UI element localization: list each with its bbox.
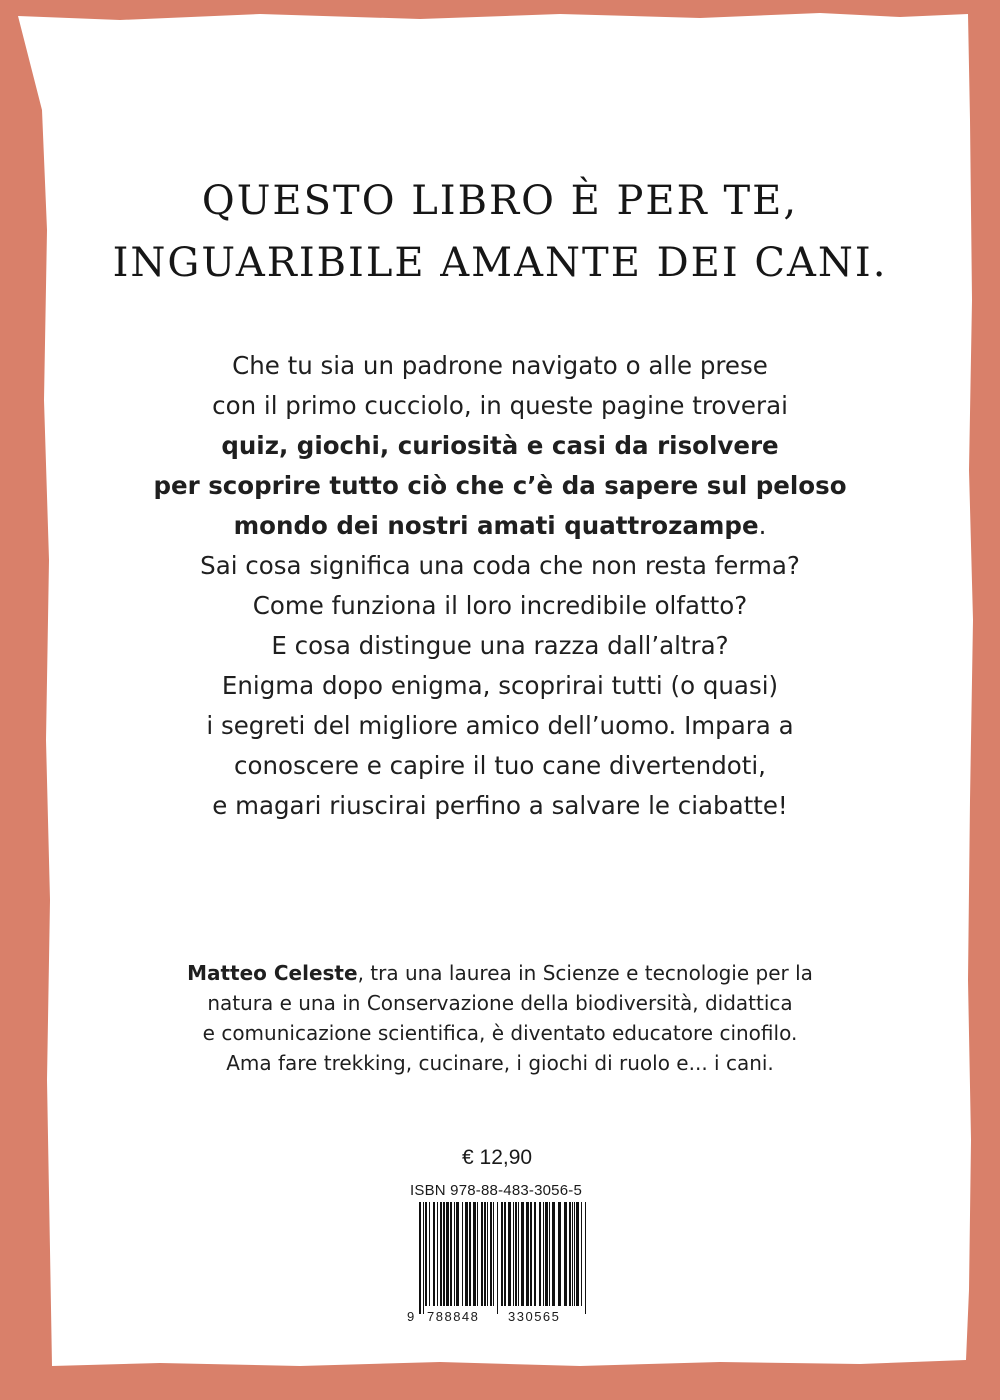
barcode-bar — [518, 1202, 519, 1306]
barcode-bar — [454, 1202, 455, 1306]
blurb-line: con il primo cucciolo, in queste pagine troverai — [212, 391, 788, 420]
barcode-bars — [419, 1202, 586, 1314]
barcode-bar — [473, 1202, 476, 1306]
barcode-bar — [530, 1202, 532, 1306]
barcode-bar — [585, 1202, 586, 1314]
barcode-bar — [477, 1202, 478, 1306]
barcode-bar — [574, 1202, 575, 1306]
headline-line-1: QUESTO LIBRO È PER TE, — [201, 178, 799, 224]
barcode-bar — [433, 1202, 435, 1306]
barcode-bar — [462, 1202, 463, 1306]
barcode-bar — [569, 1202, 571, 1306]
barcode-digit-first: 9 — [407, 1309, 415, 1324]
barcode-bar — [549, 1202, 550, 1306]
barcode-bar — [456, 1202, 459, 1306]
barcode-bar — [543, 1202, 544, 1306]
barcode-bar — [501, 1202, 503, 1306]
barcode-bar — [545, 1202, 548, 1306]
blurb-line: Come funziona il loro incredibile olfatto? — [252, 591, 748, 620]
barcode-bar — [450, 1202, 452, 1306]
blurb-bold-span: mondo dei nostri amati quattrozampe — [233, 511, 759, 540]
barcode-bar — [481, 1202, 483, 1306]
bio-text: , tra una laurea in Scienze e tecnologie per la — [357, 961, 813, 985]
author-bio — [0, 958, 1000, 1078]
barcode-bar — [534, 1202, 536, 1306]
price-label: € 12,90 — [462, 1146, 533, 1169]
barcode-bar — [437, 1202, 438, 1306]
isbn-label: ISBN 978-88-483-3056-5 — [410, 1182, 583, 1199]
author-name: Matteo Celeste — [187, 961, 358, 985]
barcode-bar — [564, 1202, 567, 1306]
headline-line-2: INGUARIBILE AMANTE DEI CANI. — [112, 240, 888, 286]
barcode-bar — [419, 1202, 421, 1314]
blurb-line: e magari riuscirai perfino a salvare le ciabatte! — [212, 791, 788, 820]
blurb-line: Enigma dopo enigma, scoprirai tutti (o quasi) — [221, 671, 779, 700]
barcode — [405, 1200, 590, 1326]
blurb-line: conoscere e capire il tuo cane divertendoti, — [234, 751, 766, 780]
barcode-graphic — [405, 1200, 590, 1326]
blurb-line: Che tu sia un padrone navigato o alle prese — [232, 351, 768, 380]
barcode-bar — [487, 1202, 488, 1306]
bio-line: Ama fare trekking, cucinare, i giochi di ruolo e... i cani. — [226, 1051, 774, 1075]
barcode-bar — [490, 1202, 492, 1306]
barcode-bar — [440, 1202, 442, 1306]
barcode-bar — [443, 1202, 445, 1306]
blurb — [0, 346, 1000, 826]
barcode-bar — [429, 1202, 430, 1306]
headline — [0, 170, 1000, 294]
barcode-bar — [581, 1202, 582, 1306]
barcode-bar — [558, 1202, 561, 1306]
barcode-bar — [493, 1202, 494, 1306]
barcode-bar — [484, 1202, 486, 1306]
barcode-bar — [515, 1202, 517, 1306]
bio-line: e comunicazione scientifica, è diventato educatore cinofilo. — [202, 1021, 798, 1045]
blurb-line-bold: per scoprire tutto ciò che c’è da sapere sul peloso — [153, 471, 847, 500]
barcode-bar — [513, 1202, 514, 1306]
blurb-period: . — [758, 511, 767, 540]
barcode-bar — [469, 1202, 471, 1306]
blurb-line: Sai cosa significa una coda che non resta ferma? — [200, 551, 800, 580]
barcode-group-left: 788848 — [427, 1309, 480, 1324]
barcode-bar — [504, 1202, 506, 1306]
barcode-bar — [576, 1202, 579, 1306]
blurb-line — [0, 506, 1000, 546]
barcode-bar — [526, 1202, 529, 1306]
bio-line: natura e una in Conservazione della biodiversità, didattica — [207, 991, 793, 1015]
bio-line — [0, 958, 1000, 988]
barcode-bar — [497, 1202, 498, 1314]
barcode-bar — [465, 1202, 468, 1306]
barcode-bar — [423, 1202, 424, 1314]
blurb-line: i segreti del migliore amico dell’uomo. Impara a — [206, 711, 794, 740]
barcode-bar — [552, 1202, 555, 1306]
barcode-bar — [446, 1202, 449, 1306]
barcode-bar — [508, 1202, 511, 1306]
barcode-bar — [539, 1202, 541, 1306]
blurb-line: E cosa distingue una razza dall’altra? — [271, 631, 729, 660]
barcode-bar — [572, 1202, 573, 1306]
barcode-bar — [521, 1202, 524, 1306]
blurb-line-bold: quiz, giochi, curiosità e casi da risolvere — [221, 431, 779, 460]
barcode-group-right: 330565 — [508, 1309, 561, 1324]
barcode-bar — [425, 1202, 427, 1306]
